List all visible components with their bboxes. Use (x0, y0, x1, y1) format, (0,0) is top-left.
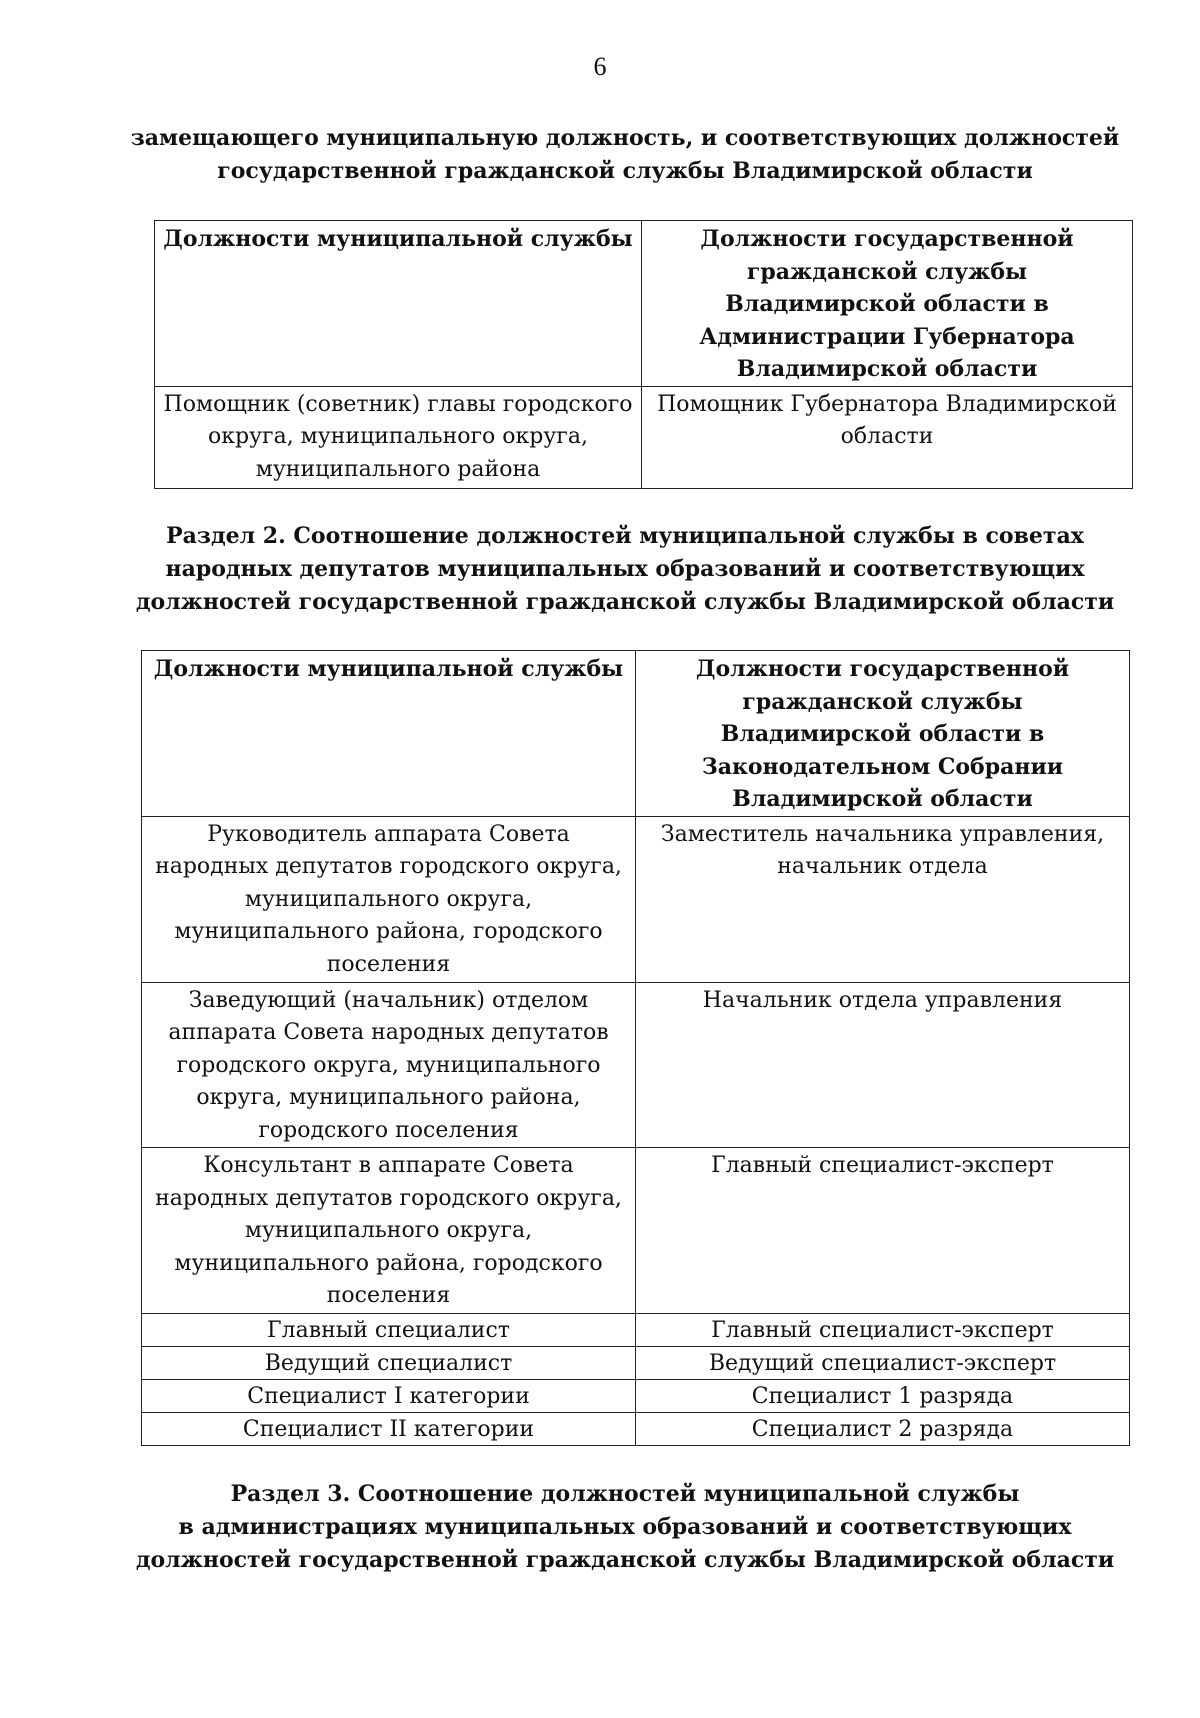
state-position-cell: Специалист 2 разряда (636, 1413, 1130, 1446)
table-positions-legislative-assembly (141, 650, 1130, 1446)
table-row (155, 386, 1133, 488)
section-3-heading-line: Раздел 3. Соотношение должностей муниципальной службы (230, 1481, 1020, 1507)
table-header-row (142, 651, 1130, 817)
section-3-heading-line: в администрациях муниципальных образований и соответствующих (178, 1514, 1072, 1540)
table-row (142, 1347, 1130, 1380)
municipal-position-cell: Специалист I категории (142, 1380, 636, 1413)
column-header-municipal: Должности муниципальной службы (142, 651, 636, 817)
column-header-state: Должности государственной гражданской службы Владимирской области в Законодательном Собрании Владимирской области (636, 651, 1130, 817)
table-row (142, 982, 1130, 1148)
municipal-position-cell: Руководитель аппарата Совета народных депутатов городского округа, муниципального округа, муниципального района, городского поселения (142, 816, 636, 982)
state-position-cell: Специалист 1 разряда (636, 1380, 1130, 1413)
table-row (142, 1148, 1130, 1314)
municipal-position-cell: Главный специалист (142, 1314, 636, 1347)
intro-heading (110, 122, 1140, 188)
municipal-position-cell: Ведущий специалист (142, 1347, 636, 1380)
state-position-cell: Главный специалист-эксперт (636, 1148, 1130, 1314)
municipal-position-cell: Помощник (советник) главы городского округа, муниципального округа, муниципального района (155, 386, 642, 488)
state-position-cell: Заместитель начальника управления, начальник отдела (636, 816, 1130, 982)
table-row (142, 1413, 1130, 1446)
municipal-position-cell: Специалист II категории (142, 1413, 636, 1446)
municipal-position-cell: Заведующий (начальник) отделом аппарата Совета народных депутатов городского округа, муниципального округа, муниципального района, городского поселения (142, 982, 636, 1148)
state-position-cell: Начальник отдела управления (636, 982, 1130, 1148)
section-3-heading (110, 1478, 1140, 1577)
section-2-heading-line: народных депутатов муниципальных образований и соответствующих (165, 556, 1085, 582)
state-position-cell: Помощник Губернатора Владимирской области (642, 386, 1133, 488)
state-position-cell: Главный специалист-эксперт (636, 1314, 1130, 1347)
table-row (142, 1380, 1130, 1413)
section-2-heading (110, 520, 1140, 619)
intro-heading-line: государственной гражданской службы Владимирской области (217, 158, 1033, 184)
intro-heading-line: замещающего муниципальную должность, и соответствующих должностей (130, 125, 1120, 151)
table-header-row (155, 221, 1133, 387)
table-row (142, 816, 1130, 982)
table-row (142, 1314, 1130, 1347)
page-number: 6 (593, 52, 607, 81)
table-positions-governor-administration (154, 220, 1133, 489)
section-2-heading-line: должностей государственной гражданской службы Владимирской области (135, 589, 1115, 615)
column-header-state: Должности государственной гражданской службы Владимирской области в Администрации Губернатора Владимирской области (642, 221, 1133, 387)
municipal-position-cell: Консультант в аппарате Совета народных депутатов городского округа, муниципального округа, муниципального района, городского поселения (142, 1148, 636, 1314)
column-header-municipal: Должности муниципальной службы (155, 221, 642, 387)
section-2-heading-line: Раздел 2. Соотношение должностей муниципальной службы в советах (166, 523, 1084, 549)
section-3-heading-line: должностей государственной гражданской службы Владимирской области (135, 1547, 1115, 1573)
state-position-cell: Ведущий специалист-эксперт (636, 1347, 1130, 1380)
